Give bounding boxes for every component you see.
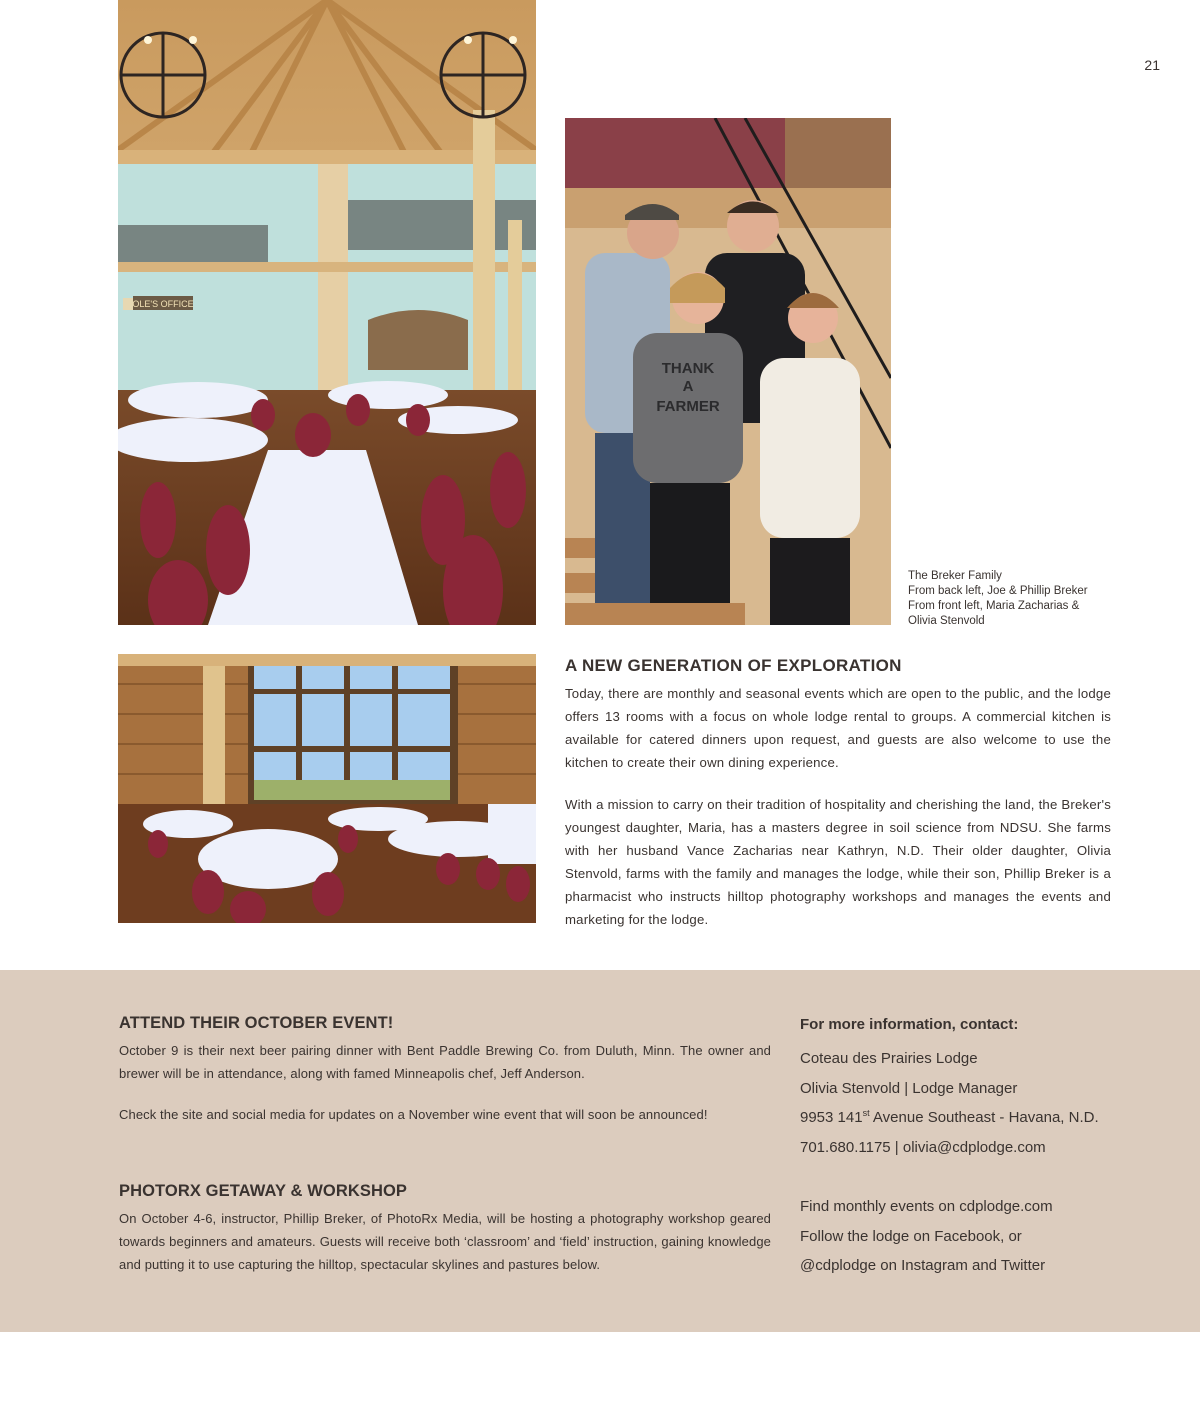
address-suffix: st — [862, 1108, 870, 1118]
october-event-paragraph: October 9 is their next beer pairing dinner with Bent Paddle Brewing Co. from Duluth, Minn. The owner and brewer will be in attendance, along with famed Minneapolis chef, Jeff Anderson. — [119, 1043, 771, 1081]
article-section — [565, 656, 1111, 950]
photorx-paragraph: On October 4-6, instructor, Phillip Breker, of PhotoRx Media, will be hosting a photography workshop geared towards beginners and amateurs. Guests will receive both ‘classroom’ and ‘field’ instruction, gaining knowledge and putting it to use capturing the hilltop, spectacular skylines and pastures below. — [119, 1211, 771, 1272]
website-line: Find monthly events on cdplodge.com — [800, 1198, 1053, 1215]
caption-title: The Breker Family — [908, 570, 1002, 582]
dining-room-photo — [118, 654, 536, 923]
photorx-section — [119, 1182, 771, 1294]
address-number: 9953 141 — [800, 1109, 863, 1126]
shirt-text-line-1: THANK — [661, 360, 715, 377]
lodge-interior-photo — [118, 0, 536, 625]
contact-section — [800, 1014, 1130, 1281]
caption-line: From back left, Joe & Phillip Breker — [908, 585, 1088, 597]
caption-line: From front left, Maria Zacharias & — [908, 600, 1080, 612]
facebook-line: Follow the lodge on Facebook, or — [800, 1227, 1022, 1245]
lodge-name: Coteau des Prairies Lodge — [800, 1050, 978, 1067]
photorx-heading: PHOTORX GETAWAY & WORKSHOP — [119, 1182, 408, 1200]
october-event-heading: ATTEND THEIR OCTOBER EVENT! — [119, 1014, 394, 1032]
article-paragraph: Today, there are monthly and seasonal events which are open to the public, and the lodge offers 13 rooms with a focus on whole lodge rental to groups. A commercial kitchen is available for catered dinners upon request, and guests are also welcome to use the kitchen to create their own dining experience. — [565, 686, 1111, 770]
shirt-text-line-3: FARMER — [656, 398, 720, 415]
contact-heading: For more information, contact: — [800, 1016, 1019, 1033]
october-event-paragraph: Check the site and social media for updates on a November wine event that will soon be announced! — [119, 1107, 708, 1122]
lodge-address — [800, 1103, 1130, 1133]
photo-caption — [908, 569, 1138, 629]
shirt-text-line-2: A — [682, 378, 694, 395]
page-number: 21 — [1144, 57, 1160, 73]
address-street: Avenue Southeast - Havana, N.D. — [869, 1109, 1099, 1126]
social-line: @cdplodge on Instagram and Twitter — [800, 1257, 1046, 1274]
caption-line: Olivia Stenvold — [908, 615, 985, 627]
article-heading: A NEW GENERATION OF EXPLORATION — [565, 656, 902, 675]
october-event-section — [119, 1014, 771, 1144]
article-paragraph: With a mission to carry on their tradition of hospitality and cherishing the land, the Breker's youngest daughter, Maria, has a masters degree in soil science from NDSU. She farms with her husband Vance Zacharias near Kathryn, N.D. Their older daughter, Olivia Stenvold, farms with the family and manages the lodge, while their son, Phillip Breker is a pharmacist who instructs hilltop photography workshops and manages the events and marketing for the lodge. — [565, 797, 1111, 927]
ole-office-sign: OLE'S OFFICE — [132, 299, 194, 309]
phone-email: 701.680.1175 | olivia@cdplodge.com — [800, 1138, 1046, 1156]
breker-family-photo — [565, 118, 891, 625]
lodge-manager: Olivia Stenvold | Lodge Manager — [800, 1079, 1018, 1097]
